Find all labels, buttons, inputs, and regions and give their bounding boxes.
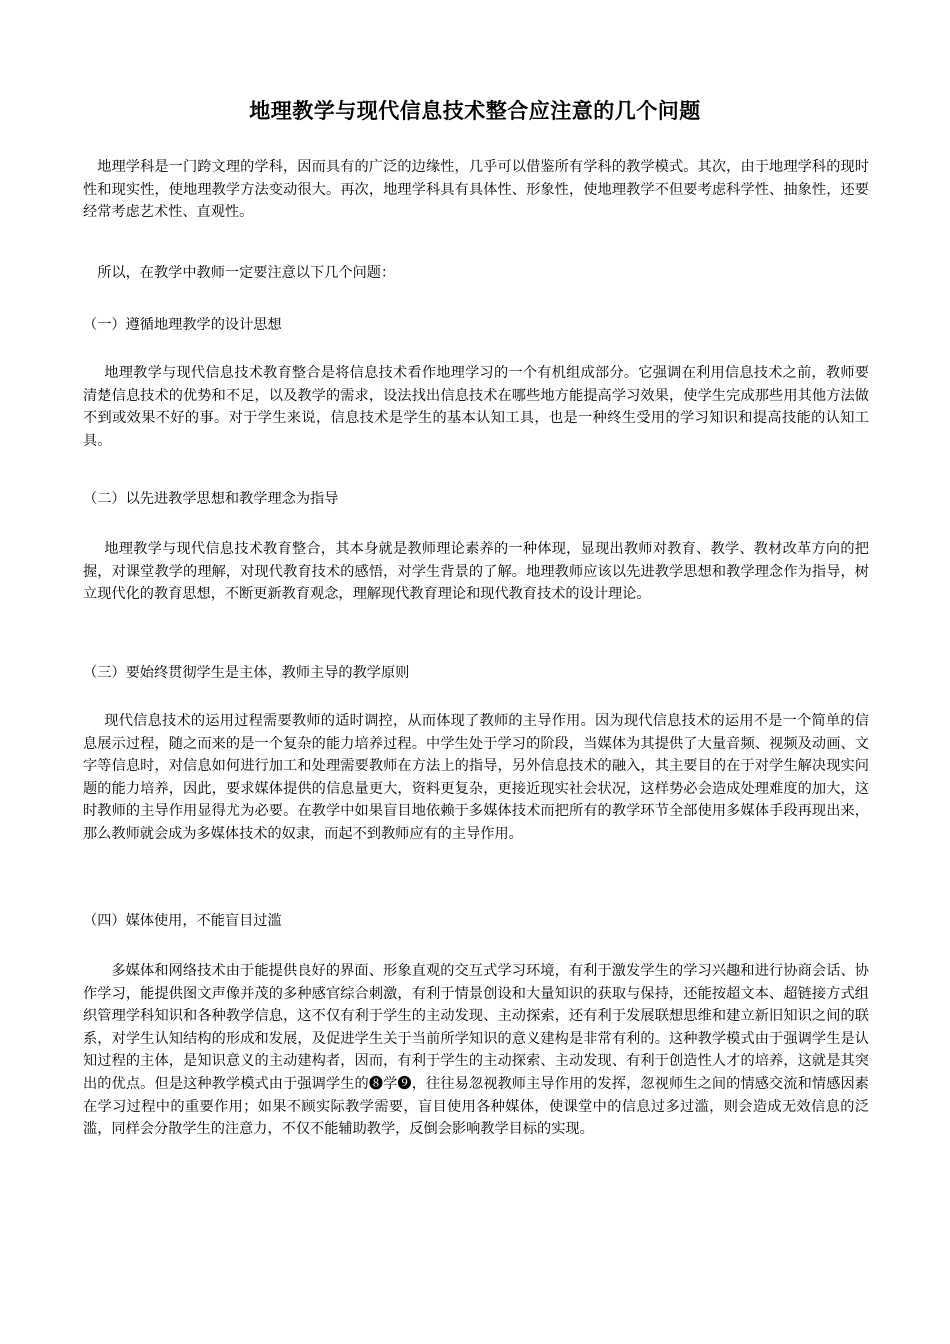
section-1-heading: （一）遵循地理教学的设计思想 bbox=[83, 317, 282, 333]
intro-paragraph: 地理学科是一门跨文理的学科，因而具有的广泛的边缘性，几乎可以借鉴所有学科的教学模式。其次，由于地理学科的现时性和现实性，使地理教学方法变动很大。再次，地理学科具有具体性、形象性，使地理教学不但要考虑科学性、抽象性，还要经常考虑艺术性、直观性。 bbox=[83, 159, 869, 221]
lead-paragraph: 所以，在教学中教师一定要注意以下几个问题： bbox=[97, 265, 396, 281]
section-3-body: 现代信息技术的运用过程需要教师的适时调控，从而体现了教师的主导作用。因为现代信息技术的运用不是一个简单的信息展示过程，随之而来的是一个复杂的能力培养过程。中学生处于学习的阶段，当媒体为其提供了大量音频、视频及动画、文字等信息时，对信息如何进行加工和处理需要教师在方法上的指导，另外信息技术的融入，其主要目的在于对学生解决现实问题的能力培养，因此，要求媒体提供的信息量更大，资料更复杂，更接近现实社会状况，这样势必会造成处理难度的加大，这时教师的主导作用显得尤为必要。在教学中如果盲目地依赖于多媒体技术而把所有的教学环节全部使用多媒体手段再现出来，那么教师就会成为多媒体技术的奴隶，而起不到教师应有的主导作用。 bbox=[83, 713, 869, 842]
section-4-heading: （四）媒体使用，不能盲目过滥 bbox=[83, 913, 282, 929]
section-4-body: 多媒体和网络技术由于能提供良好的界面、形象直观的交互式学习环境，有利于激发学生的学习兴趣和进行协商会话、协作学习，能提供图文声像并茂的多种感官综合刺激，有利于情景创设和大量知识的获取与保持，还能按超文本、超链接方式组织管理学科知识和各种教学信息，这不仅有利于学生的主动发现、主动探索，还有利于发展联想思维和建立新旧知识之间的联系，对学生认知结构的形成和发展，及促进学生关于当前所学知识的意义建构是非常有利的。这种教学模式由于强调学生是认知过程的主体，是知识意义的主动建构者，因而，有利于学生的主动探索、主动发现、有利于创造性人才的培养，这就是其突出的优点。但是这种教学模式由于强调学生的❽学❾，往往易忽视教师主导作用的发挥，忽视师生之间的情感交流和情感因素在学习过程中的重要作用；如果不顾实际教学需要，盲目使用各种媒体，使课堂中的信息过多过滥，则会造成无效信息的泛滥，同样会分散学生的注意力，不仅不能辅助教学，反倒会影响教学目标的实现。 bbox=[83, 963, 869, 1138]
section-2-body: 地理教学与现代信息技术教育整合，其本身就是教师理论素养的一种体现，显现出教师对教育、教学、教材改革方向的把握，对课堂教学的理解，对现代教育技术的感悟，对学生背景的了解。地理教师应该以先进教学思想和教学理念作为指导，树立现代化的教育思想，不断更新教育观念，理解现代教育理论和现代教育技术的设计理论。 bbox=[83, 541, 869, 603]
document-title: 地理教学与现代信息技术整合应注意的几个问题 bbox=[249, 98, 701, 123]
section-1-body: 地理教学与现代信息技术教育整合是将信息技术看作地理学习的一个有机组成部分。它强调在利用信息技术之前，教师要清楚信息技术的优势和不足，以及教学的需求，设法找出信息技术在哪些地方能提高学习效果，使学生完成那些用其他方法做不到或效果不好的事。对于学生来说，信息技术是学生的基本认知工具，也是一种终生受用的学习知识和提高技能的认知工具。 bbox=[83, 365, 869, 449]
section-2-heading: （二）以先进教学思想和教学理念为指导 bbox=[83, 491, 339, 507]
section-3-heading: （三）要始终贯彻学生是主体，教师主导的教学原则 bbox=[83, 665, 410, 681]
